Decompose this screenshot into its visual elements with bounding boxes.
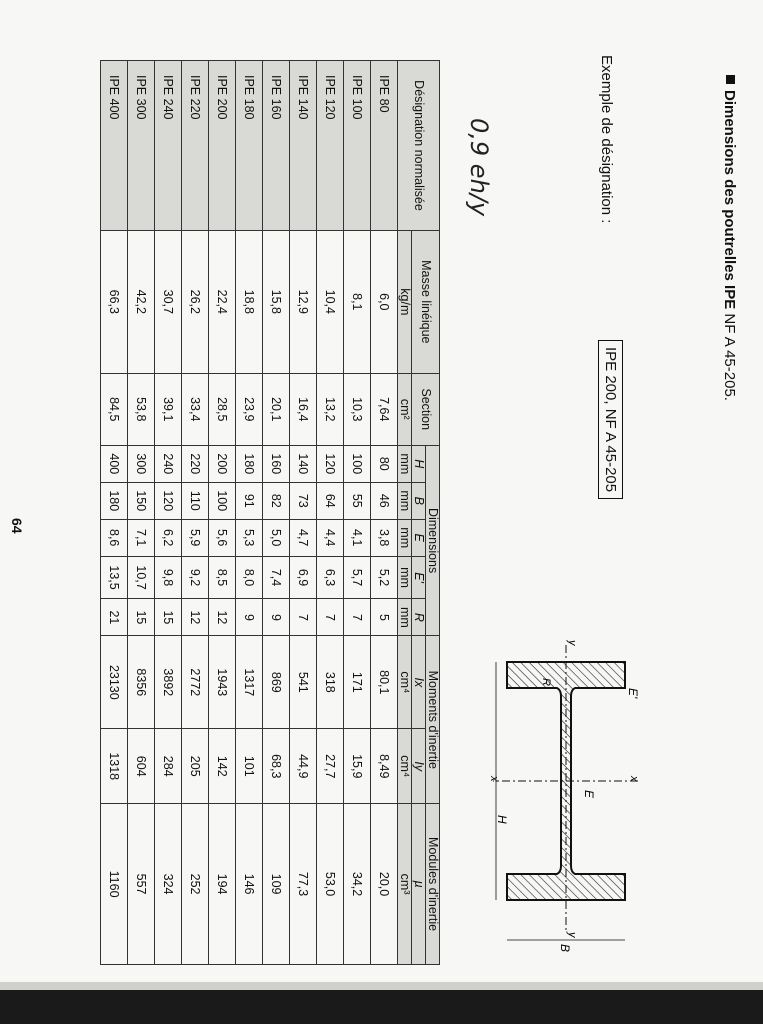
table-cell: 240 — [154, 445, 181, 482]
table-cell: 120 — [316, 445, 343, 482]
table-cell: 604 — [127, 729, 154, 804]
table-cell: 9,8 — [154, 556, 181, 599]
header-modules: Modules d'inertie — [425, 804, 439, 965]
x-axis-label-top: x — [628, 776, 640, 782]
table-cell: 46 — [370, 482, 397, 519]
table-cell: 101 — [235, 729, 262, 804]
table-row — [235, 61, 262, 965]
table-cell: 39,1 — [154, 373, 181, 445]
unit-mm-r: mm — [397, 599, 411, 636]
table-cell: 73 — [289, 482, 316, 519]
table-cell: 5,6 — [208, 519, 235, 556]
table-cell: 7 — [316, 599, 343, 636]
ipe-dimensions-table — [100, 60, 440, 965]
table-cell: 82 — [262, 482, 289, 519]
table-cell: 9 — [262, 599, 289, 636]
table-cell: 18,8 — [235, 231, 262, 374]
table-cell: 6,2 — [154, 519, 181, 556]
table-cell: 6,9 — [289, 556, 316, 599]
table-cell: 1318 — [100, 729, 127, 804]
unit-cm3: cm³ — [397, 804, 411, 965]
table-cell: 1943 — [208, 636, 235, 729]
table-body — [100, 61, 397, 965]
row-designation: IPE 400 — [100, 61, 127, 231]
table-cell: 318 — [316, 636, 343, 729]
unit-mm-e: mm — [397, 519, 411, 556]
table-row — [127, 61, 154, 965]
table-cell: 10,4 — [316, 231, 343, 374]
table-cell: 64 — [316, 482, 343, 519]
heading-norm: NF A 45-205. — [721, 313, 738, 401]
table-cell: 8356 — [127, 636, 154, 729]
table-cell: 180 — [100, 482, 127, 519]
table-cell: 6,3 — [316, 556, 343, 599]
table-row — [154, 61, 181, 965]
table-cell: 5,3 — [235, 519, 262, 556]
table-cell: 160 — [262, 445, 289, 482]
table-cell: 1317 — [235, 636, 262, 729]
table-row — [100, 61, 127, 965]
unit-cm2: cm² — [397, 373, 411, 445]
unit-mm-e-prime: mm — [397, 556, 411, 599]
row-designation: IPE 120 — [316, 61, 343, 231]
table-row — [343, 61, 370, 965]
table-cell: 541 — [289, 636, 316, 729]
table-cell: 20,1 — [262, 373, 289, 445]
table-cell: 171 — [343, 636, 370, 729]
table-cell: 284 — [154, 729, 181, 804]
row-designation: IPE 80 — [370, 61, 397, 231]
header-e: E — [411, 519, 425, 556]
e-label: E — [582, 790, 596, 799]
table-cell: 80 — [370, 445, 397, 482]
table-cell: 200 — [208, 445, 235, 482]
table-cell: 8,5 — [208, 556, 235, 599]
y-axis-label-left: y — [566, 640, 578, 646]
r-label: R — [540, 678, 552, 686]
x-axis-label: x — [488, 776, 500, 782]
table-cell: 140 — [289, 445, 316, 482]
table-row — [208, 61, 235, 965]
header-h: H — [411, 445, 425, 482]
table-cell: 55 — [343, 482, 370, 519]
table-row — [181, 61, 208, 965]
table-cell: 400 — [100, 445, 127, 482]
table-cell: 5,0 — [262, 519, 289, 556]
table-cell: 6,0 — [370, 231, 397, 374]
table-cell: 4,7 — [289, 519, 316, 556]
table-cell: 300 — [127, 445, 154, 482]
table-cell: 23130 — [100, 636, 127, 729]
table-cell: 15,9 — [343, 729, 370, 804]
table-cell: 5,2 — [370, 556, 397, 599]
example-designation-box: IPE 200, NF A 45-205 — [598, 340, 623, 499]
table-cell: 869 — [262, 636, 289, 729]
ipe-cross-section-diagram — [488, 640, 643, 970]
table-cell: 12 — [208, 599, 235, 636]
table-cell: 4,1 — [343, 519, 370, 556]
section-heading — [721, 75, 738, 401]
table-cell: 10,3 — [343, 373, 370, 445]
table-cell: 3,8 — [370, 519, 397, 556]
table-cell: 53,0 — [316, 804, 343, 965]
header-masse: Masse linéique — [411, 231, 439, 374]
table-cell: 22,4 — [208, 231, 235, 374]
table-cell: 13,5 — [100, 556, 127, 599]
table-cell: 4,4 — [316, 519, 343, 556]
table-cell: 80,1 — [370, 636, 397, 729]
row-designation: IPE 180 — [235, 61, 262, 231]
row-designation: IPE 300 — [127, 61, 154, 231]
b-label: B — [558, 944, 572, 953]
table-row — [316, 61, 343, 965]
table-cell: 27,7 — [316, 729, 343, 804]
table-cell: 8,1 — [343, 231, 370, 374]
table-cell: 100 — [343, 445, 370, 482]
table-cell: 13,2 — [316, 373, 343, 445]
header-section: Section — [411, 373, 439, 445]
table-cell: 23,9 — [235, 373, 262, 445]
h-label: H — [495, 815, 509, 824]
table-cell: 7,4 — [262, 556, 289, 599]
table-cell: 8,6 — [100, 519, 127, 556]
row-designation: IPE 100 — [343, 61, 370, 231]
table-cell: 12,9 — [289, 231, 316, 374]
table-cell: 91 — [235, 482, 262, 519]
heading-bold: Dimensions des poutrelles IPE — [721, 90, 738, 310]
table-cell: 7 — [289, 599, 316, 636]
table-cell: 8,49 — [370, 729, 397, 804]
table-cell: 77,3 — [289, 804, 316, 965]
header-mu: µ — [411, 804, 425, 965]
unit-cm4-ix: cm⁴ — [397, 636, 411, 729]
table-cell: 9 — [235, 599, 262, 636]
table-cell: 150 — [127, 482, 154, 519]
unit-mm-b: mm — [397, 482, 411, 519]
table-cell: 8,0 — [235, 556, 262, 599]
table-cell: 146 — [235, 804, 262, 965]
header-dimensions: Dimensions — [425, 445, 439, 636]
table-cell: 15 — [127, 599, 154, 636]
table-cell: 20,0 — [370, 804, 397, 965]
table-cell: 53,8 — [127, 373, 154, 445]
table-cell: 110 — [181, 482, 208, 519]
table-cell: 68,3 — [262, 729, 289, 804]
row-designation: IPE 140 — [289, 61, 316, 231]
table-cell: 66,3 — [100, 231, 127, 374]
table-cell: 9,2 — [181, 556, 208, 599]
header-b: B — [411, 482, 425, 519]
table-row — [370, 61, 397, 965]
table-cell: 2772 — [181, 636, 208, 729]
row-designation: IPE 160 — [262, 61, 289, 231]
bullet-square-icon — [726, 75, 735, 84]
e-prime-label: E' — [626, 688, 640, 699]
page-number: 64 — [9, 518, 25, 534]
row-designation: IPE 200 — [208, 61, 235, 231]
header-moments: Moments d'inertie — [425, 636, 439, 804]
table-cell: 557 — [127, 804, 154, 965]
table-cell: 10,7 — [127, 556, 154, 599]
header-e-prime: E' — [411, 556, 425, 599]
table-cell: 5,7 — [343, 556, 370, 599]
table-cell: 5,9 — [181, 519, 208, 556]
table-row — [262, 61, 289, 965]
header-r: R — [411, 599, 425, 636]
table-cell: 30,7 — [154, 231, 181, 374]
unit-kgm: kg/m — [397, 231, 411, 374]
table-cell: 5 — [370, 599, 397, 636]
table-cell: 7 — [343, 599, 370, 636]
unit-cm4-iy: cm⁴ — [397, 729, 411, 804]
row-designation: IPE 220 — [181, 61, 208, 231]
table-cell: 324 — [154, 804, 181, 965]
table-cell: 120 — [154, 482, 181, 519]
table-cell: 21 — [100, 599, 127, 636]
table-cell: 7,64 — [370, 373, 397, 445]
example-label: Exemple de désignation : — [598, 55, 615, 224]
table-cell: 34,2 — [343, 804, 370, 965]
unit-mm-h: mm — [397, 445, 411, 482]
table-cell: 100 — [208, 482, 235, 519]
table-cell: 194 — [208, 804, 235, 965]
table-cell: 252 — [181, 804, 208, 965]
table-cell: 28,5 — [208, 373, 235, 445]
table-cell: 44,9 — [289, 729, 316, 804]
row-designation: IPE 240 — [154, 61, 181, 231]
table-cell: 84,5 — [100, 373, 127, 445]
table-cell: 15 — [154, 599, 181, 636]
table-cell: 180 — [235, 445, 262, 482]
table-row — [289, 61, 316, 965]
table-cell: 26,2 — [181, 231, 208, 374]
y-axis-label-right: y — [566, 932, 578, 938]
table-cell: 15,8 — [262, 231, 289, 374]
table-cell: 220 — [181, 445, 208, 482]
table-cell: 3892 — [154, 636, 181, 729]
header-iy: Iy — [411, 729, 425, 804]
table-cell: 1160 — [100, 804, 127, 965]
table-cell: 142 — [208, 729, 235, 804]
table-cell: 42,2 — [127, 231, 154, 374]
handwritten-note: 0,9 eh/y — [465, 118, 493, 217]
header-ix: Ix — [411, 636, 425, 729]
table-cell: 12 — [181, 599, 208, 636]
table-cell: 33,4 — [181, 373, 208, 445]
table-cell: 109 — [262, 804, 289, 965]
header-designation: Désignation normalisée — [397, 61, 439, 231]
table-cell: 205 — [181, 729, 208, 804]
table-cell: 7,1 — [127, 519, 154, 556]
table-cell: 16,4 — [289, 373, 316, 445]
